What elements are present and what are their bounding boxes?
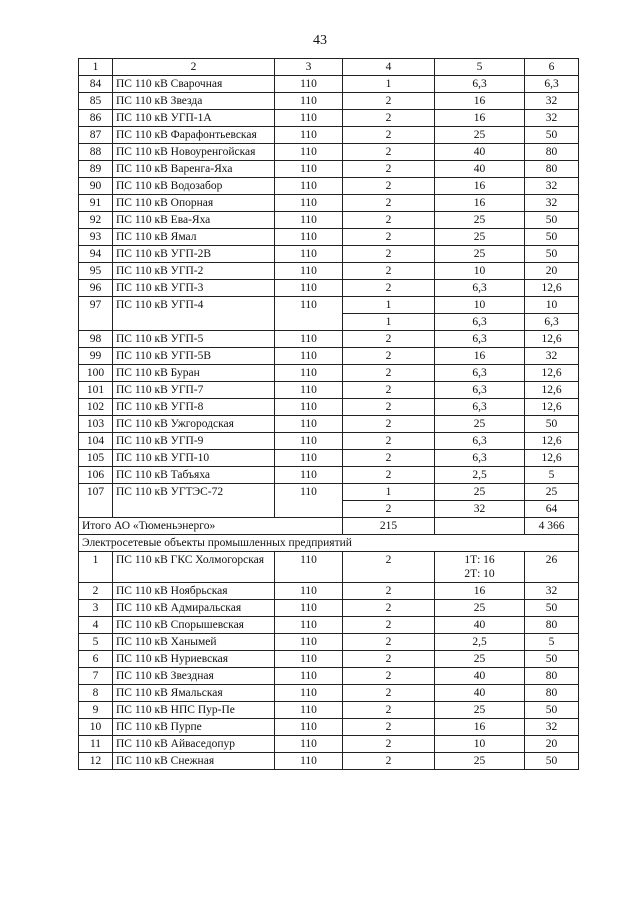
- voltage-cell: 110: [275, 450, 343, 467]
- transformer-count: 2: [343, 583, 435, 600]
- total-power: 50: [525, 416, 579, 433]
- row-number: 96: [79, 280, 113, 297]
- transformer-count: 2: [343, 399, 435, 416]
- voltage-cell: 110: [275, 600, 343, 617]
- transformer-count: 1: [343, 314, 435, 331]
- total-power: 32: [525, 110, 579, 127]
- table-row: [79, 450, 579, 467]
- transformer-power: 10: [435, 263, 525, 280]
- voltage-cell: 110: [275, 685, 343, 702]
- transformer-count: 2: [343, 229, 435, 246]
- substation-name: ПС 110 кВ НПС Пур-Пе: [113, 702, 275, 719]
- voltage-cell: 110: [275, 467, 343, 484]
- substation-name: ПС 110 кВ Табъяха: [113, 467, 275, 484]
- transformer-power: 6,3: [435, 76, 525, 93]
- voltage-cell: 110: [275, 365, 343, 382]
- transformer-count: 2: [343, 263, 435, 280]
- voltage-cell: 110: [275, 93, 343, 110]
- transformer-count: 2: [343, 127, 435, 144]
- substation-name: ПС 110 кВ Звездная: [113, 668, 275, 685]
- voltage-cell: 110: [275, 753, 343, 770]
- transformer-count: 2: [343, 416, 435, 433]
- transformer-power: 10: [435, 736, 525, 753]
- substation-name: ПС 110 кВ Нуриевская: [113, 651, 275, 668]
- transformer-power: 1Т: 16 2Т: 10: [435, 552, 525, 583]
- total-power: 32: [525, 348, 579, 365]
- transformer-power: 25: [435, 484, 525, 501]
- transformer-power: 6,3: [435, 450, 525, 467]
- total-empty: [435, 518, 525, 535]
- table-row: [79, 634, 579, 651]
- substation-name: ПС 110 кВ Ужгородская: [113, 416, 275, 433]
- row-number: 93: [79, 229, 113, 246]
- substation-name: ПС 110 кВ Ямал: [113, 229, 275, 246]
- row-number: 9: [79, 702, 113, 719]
- voltage-cell: 110: [275, 416, 343, 433]
- transformer-count: 2: [343, 651, 435, 668]
- total-power: 80: [525, 161, 579, 178]
- row-number: 10: [79, 719, 113, 736]
- transformer-count: 2: [343, 753, 435, 770]
- voltage-cell: 110: [275, 617, 343, 634]
- substation-name: ПС 110 кВ Опорная: [113, 195, 275, 212]
- transformer-count: 2: [343, 195, 435, 212]
- table-row: [79, 753, 579, 770]
- table-row: [79, 668, 579, 685]
- row-number: 94: [79, 246, 113, 263]
- substation-name: ПС 110 кВ Айваседопур: [113, 736, 275, 753]
- total-power: 12,6: [525, 433, 579, 450]
- substation-name: ПС 110 кВ Адмиральская: [113, 600, 275, 617]
- transformer-count: 2: [343, 365, 435, 382]
- transformer-count: 2: [343, 331, 435, 348]
- table-row: [79, 416, 579, 433]
- transformer-power: 25: [435, 246, 525, 263]
- transformer-power: 40: [435, 668, 525, 685]
- transformer-power: 25: [435, 127, 525, 144]
- table-row: [79, 263, 579, 280]
- total-power: 50: [525, 246, 579, 263]
- section-title: Электросетевые объекты промышленных предприятий: [79, 535, 579, 552]
- table-header-row: [79, 59, 579, 76]
- substation-name: ПС 110 кВ УГТЭС-72: [113, 484, 275, 518]
- voltage-cell: 110: [275, 110, 343, 127]
- row-number: 105: [79, 450, 113, 467]
- transformer-count: 2: [343, 685, 435, 702]
- total-power: 50: [525, 702, 579, 719]
- total-power: 32: [525, 93, 579, 110]
- section-row: [79, 535, 579, 552]
- table-row: [79, 76, 579, 93]
- total-power: 50: [525, 600, 579, 617]
- transformer-power: 32: [435, 501, 525, 518]
- row-number: 106: [79, 467, 113, 484]
- table-row: [79, 127, 579, 144]
- row-number: 100: [79, 365, 113, 382]
- total-power: 50: [525, 753, 579, 770]
- voltage-cell: 110: [275, 634, 343, 651]
- voltage-cell: 110: [275, 246, 343, 263]
- total-power: 32: [525, 719, 579, 736]
- transformer-power: 25: [435, 229, 525, 246]
- transformer-count: 2: [343, 719, 435, 736]
- transformer-count: 2: [343, 702, 435, 719]
- transformer-power: 16: [435, 93, 525, 110]
- row-number: 1: [79, 552, 113, 583]
- voltage-cell: 110: [275, 212, 343, 229]
- substation-name: ПС 110 кВ Сварочная: [113, 76, 275, 93]
- substation-name: ПС 110 кВ Звезда: [113, 93, 275, 110]
- total-power: 25: [525, 484, 579, 501]
- total-power: 12,6: [525, 382, 579, 399]
- row-number: 89: [79, 161, 113, 178]
- row-number: 88: [79, 144, 113, 161]
- transformer-power: 6,3: [435, 382, 525, 399]
- total-power: 5: [525, 634, 579, 651]
- total-power: 50: [525, 212, 579, 229]
- row-number: 102: [79, 399, 113, 416]
- transformer-power: 6,3: [435, 331, 525, 348]
- total-power: 26: [525, 552, 579, 583]
- substation-name: ПС 110 кВ УГП-7: [113, 382, 275, 399]
- table-row: [79, 229, 579, 246]
- transformer-count: 2: [343, 634, 435, 651]
- transformer-power: 40: [435, 144, 525, 161]
- transformer-power: 10: [435, 297, 525, 314]
- voltage-cell: 110: [275, 552, 343, 583]
- table-row: [79, 399, 579, 416]
- table-row: [79, 195, 579, 212]
- voltage-cell: 110: [275, 484, 343, 518]
- voltage-cell: 110: [275, 583, 343, 600]
- total-power: 32: [525, 583, 579, 600]
- substation-name: ПС 110 кВ УГП-3: [113, 280, 275, 297]
- substation-name: ПС 110 кВ Снежная: [113, 753, 275, 770]
- voltage-cell: 110: [275, 382, 343, 399]
- table-row: [79, 382, 579, 399]
- transformer-power: 6,3: [435, 314, 525, 331]
- row-number: 12: [79, 753, 113, 770]
- transformer-count: 2: [343, 110, 435, 127]
- total-power: 80: [525, 685, 579, 702]
- row-number: 8: [79, 685, 113, 702]
- substation-name: ПС 110 кВ УГП-2: [113, 263, 275, 280]
- substation-name: ПС 110 кВ УГП-5: [113, 331, 275, 348]
- table-row: [79, 484, 579, 501]
- row-number: 2: [79, 583, 113, 600]
- transformer-count: 2: [343, 161, 435, 178]
- transformer-power: 25: [435, 416, 525, 433]
- substation-name: ПС 110 кВ УГП-2В: [113, 246, 275, 263]
- voltage-cell: 110: [275, 280, 343, 297]
- substation-name: ПС 110 кВ Ева-Яха: [113, 212, 275, 229]
- total-power: 6,3: [525, 76, 579, 93]
- header-cell: 4: [343, 59, 435, 76]
- substation-name: ПС 110 кВ Ямальская: [113, 685, 275, 702]
- header-cell: 2: [113, 59, 275, 76]
- transformer-count: 2: [343, 600, 435, 617]
- total-row: [79, 518, 579, 535]
- voltage-cell: 110: [275, 331, 343, 348]
- row-number: 99: [79, 348, 113, 365]
- table-row: [79, 552, 579, 583]
- substation-name: ПС 110 кВ УГП-8: [113, 399, 275, 416]
- voltage-cell: 110: [275, 719, 343, 736]
- total-power: 64: [525, 501, 579, 518]
- transformer-power: 16: [435, 110, 525, 127]
- transformer-power: 16: [435, 178, 525, 195]
- row-number: 90: [79, 178, 113, 195]
- substation-name: ПС 110 кВ Пурпе: [113, 719, 275, 736]
- voltage-cell: 110: [275, 348, 343, 365]
- table-row: [79, 144, 579, 161]
- header-cell: 3: [275, 59, 343, 76]
- transformer-power: 25: [435, 753, 525, 770]
- substation-name: ПС 110 кВ Ноябрьская: [113, 583, 275, 600]
- total-power: 20: [525, 263, 579, 280]
- table-row: [79, 600, 579, 617]
- transformer-count: 2: [343, 736, 435, 753]
- transformer-count: 2: [343, 144, 435, 161]
- total-power: 50: [525, 229, 579, 246]
- transformer-count: 1: [343, 484, 435, 501]
- voltage-cell: 110: [275, 668, 343, 685]
- transformer-power: 6,3: [435, 365, 525, 382]
- transformer-count: 2: [343, 178, 435, 195]
- total-power: 80: [525, 617, 579, 634]
- total-power: 5: [525, 467, 579, 484]
- transformer-count: 2: [343, 552, 435, 583]
- transformer-power: 16: [435, 583, 525, 600]
- row-number: 4: [79, 617, 113, 634]
- transformer-power: 16: [435, 195, 525, 212]
- table-row: [79, 702, 579, 719]
- total-power: 80: [525, 668, 579, 685]
- transformer-count: 2: [343, 280, 435, 297]
- table-row: [79, 280, 579, 297]
- row-number: 3: [79, 600, 113, 617]
- substation-name: ПС 110 кВ УГП-10: [113, 450, 275, 467]
- transformer-count: 2: [343, 93, 435, 110]
- total-count: 215: [343, 518, 435, 535]
- substation-name: ПС 110 кВ Спорышевская: [113, 617, 275, 634]
- substation-name: ПС 110 кВ ГКС Холмогорская: [113, 552, 275, 583]
- transformer-count: 2: [343, 382, 435, 399]
- voltage-cell: 110: [275, 229, 343, 246]
- total-power: 12,6: [525, 450, 579, 467]
- transformer-count: 2: [343, 668, 435, 685]
- transformer-count: 1: [343, 297, 435, 314]
- transformer-count: 2: [343, 246, 435, 263]
- transformer-power: 25: [435, 212, 525, 229]
- substation-name: ПС 110 кВ Фарафонтьевская: [113, 127, 275, 144]
- table-row: [79, 617, 579, 634]
- row-number: 107: [79, 484, 113, 518]
- total-label: Итого АО «Тюменьэнерго»: [79, 518, 343, 535]
- substation-name: ПС 110 кВ УГП-4: [113, 297, 275, 331]
- row-number: 84: [79, 76, 113, 93]
- row-number: 87: [79, 127, 113, 144]
- total-power: 50: [525, 651, 579, 668]
- transformer-power: 25: [435, 651, 525, 668]
- row-number: 95: [79, 263, 113, 280]
- transformer-power: 16: [435, 348, 525, 365]
- transformer-power: 25: [435, 600, 525, 617]
- transformer-power: 6,3: [435, 399, 525, 416]
- total-power: 32: [525, 195, 579, 212]
- table-row: [79, 433, 579, 450]
- table-row: [79, 246, 579, 263]
- total-power: 20: [525, 736, 579, 753]
- row-number: 103: [79, 416, 113, 433]
- header-cell: 1: [79, 59, 113, 76]
- transformer-power: 40: [435, 617, 525, 634]
- total-power: 6,3: [525, 314, 579, 331]
- substation-name: ПС 110 кВ УГП-5В: [113, 348, 275, 365]
- transformer-power: 2,5: [435, 634, 525, 651]
- row-number: 6: [79, 651, 113, 668]
- total-power: 50: [525, 127, 579, 144]
- substation-name: ПС 110 кВ УГП-1А: [113, 110, 275, 127]
- voltage-cell: 110: [275, 651, 343, 668]
- total-power: 12,6: [525, 331, 579, 348]
- transformer-count: 2: [343, 617, 435, 634]
- total-power: 12,6: [525, 280, 579, 297]
- table-row: [79, 212, 579, 229]
- row-number: 98: [79, 331, 113, 348]
- voltage-cell: 110: [275, 263, 343, 280]
- total-power-sum: 4 366: [525, 518, 579, 535]
- table-row: [79, 331, 579, 348]
- substation-name: ПС 110 кВ Ханымей: [113, 634, 275, 651]
- row-number: 85: [79, 93, 113, 110]
- table-row: [79, 365, 579, 382]
- voltage-cell: 110: [275, 702, 343, 719]
- table-row: [79, 583, 579, 600]
- table-row: [79, 719, 579, 736]
- table-row: [79, 93, 579, 110]
- voltage-cell: 110: [275, 736, 343, 753]
- row-number: 11: [79, 736, 113, 753]
- transformer-count: 1: [343, 76, 435, 93]
- substation-name: ПС 110 кВ Варенга-Яха: [113, 161, 275, 178]
- substation-name: ПС 110 кВ Водозабор: [113, 178, 275, 195]
- transformer-power: 6,3: [435, 433, 525, 450]
- page-number: 43: [313, 33, 327, 48]
- voltage-cell: 110: [275, 127, 343, 144]
- voltage-cell: 110: [275, 144, 343, 161]
- table-row: [79, 297, 579, 314]
- table-row: [79, 685, 579, 702]
- transformer-power: 6,3: [435, 280, 525, 297]
- table-body: [79, 59, 579, 770]
- transformer-count: 2: [343, 212, 435, 229]
- transformer-power: 16: [435, 719, 525, 736]
- transformer-power: 2,5: [435, 467, 525, 484]
- substation-name: ПС 110 кВ Буран: [113, 365, 275, 382]
- voltage-cell: 110: [275, 433, 343, 450]
- table-row: [79, 467, 579, 484]
- header-cell: 6: [525, 59, 579, 76]
- total-power: 32: [525, 178, 579, 195]
- substation-name: ПС 110 кВ Новоуренгойская: [113, 144, 275, 161]
- substation-table: [78, 58, 579, 770]
- row-number: 101: [79, 382, 113, 399]
- transformer-power: 25: [435, 702, 525, 719]
- row-number: 86: [79, 110, 113, 127]
- table-row: [79, 161, 579, 178]
- header-cell: 5: [435, 59, 525, 76]
- row-number: 92: [79, 212, 113, 229]
- row-number: 91: [79, 195, 113, 212]
- transformer-power: 40: [435, 161, 525, 178]
- row-number: 104: [79, 433, 113, 450]
- row-number: 5: [79, 634, 113, 651]
- transformer-count: 2: [343, 348, 435, 365]
- total-power: 12,6: [525, 399, 579, 416]
- transformer-power: 40: [435, 685, 525, 702]
- table-row: [79, 736, 579, 753]
- voltage-cell: 110: [275, 178, 343, 195]
- substation-name: ПС 110 кВ УГП-9: [113, 433, 275, 450]
- voltage-cell: 110: [275, 297, 343, 331]
- table-row: [79, 651, 579, 668]
- voltage-cell: 110: [275, 76, 343, 93]
- row-number: 7: [79, 668, 113, 685]
- total-power: 12,6: [525, 365, 579, 382]
- table-row: [79, 178, 579, 195]
- transformer-count: 2: [343, 467, 435, 484]
- table-row: [79, 348, 579, 365]
- transformer-count: 2: [343, 450, 435, 467]
- row-number: 97: [79, 297, 113, 331]
- transformer-count: 2: [343, 501, 435, 518]
- voltage-cell: 110: [275, 399, 343, 416]
- total-power: 10: [525, 297, 579, 314]
- transformer-count: 2: [343, 433, 435, 450]
- voltage-cell: 110: [275, 195, 343, 212]
- table-row: [79, 110, 579, 127]
- total-power: 80: [525, 144, 579, 161]
- voltage-cell: 110: [275, 161, 343, 178]
